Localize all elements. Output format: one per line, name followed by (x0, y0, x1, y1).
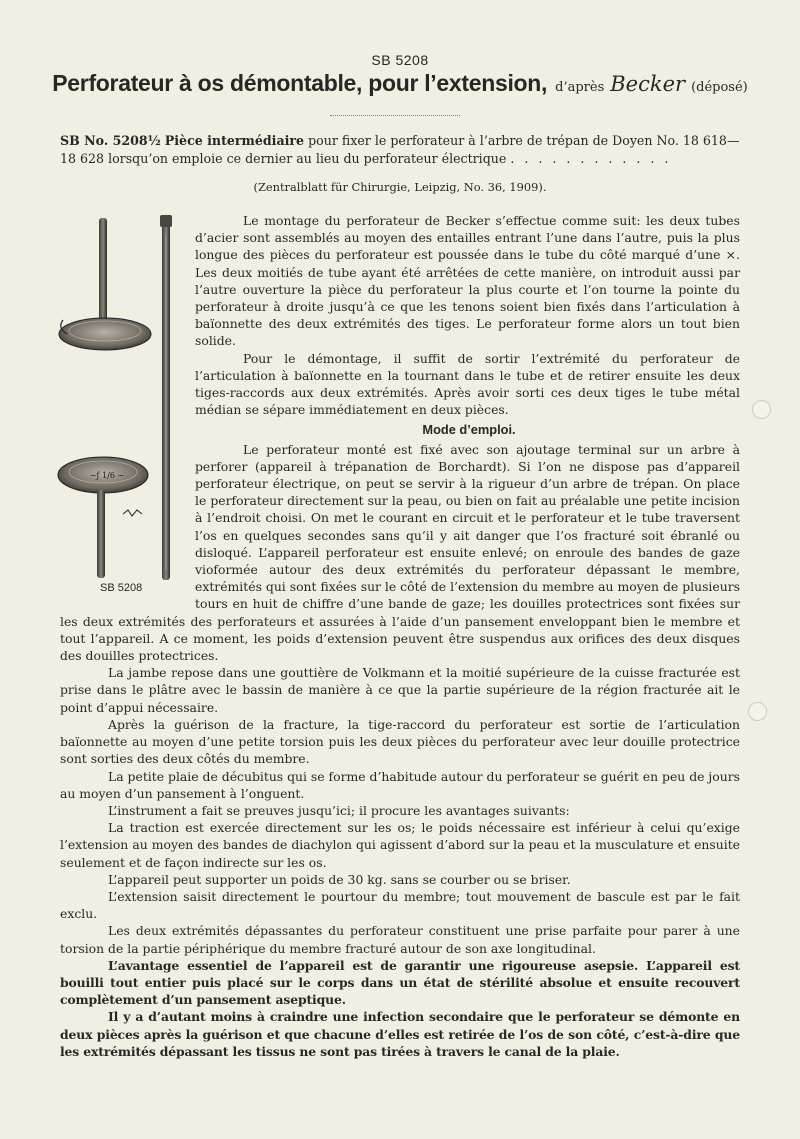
disc-engraving: ~ƒ 1/6 ~ (89, 471, 125, 480)
paragraph-infection: Il y a d’autant moins à craindre une infection secondaire que le perforateur se démonte en deux pièces après la guérison et que chacune d’elles est retirée de l’os de son côté, c’est-à-dire que les extrémités dépassant les tissus ne sont pas tirées à travers le canal de la plaie. (60, 1009, 740, 1059)
accessory-item (60, 132, 740, 168)
accessory-number: SB No. 5208½ (60, 133, 161, 148)
accessory-label: Pièce intermédiaire (164, 133, 305, 148)
body-text (60, 212, 740, 1060)
paragraph-healing: Après la guérison de la fracture, la tige-raccord du perforateur est sortie de l’articulation baïonnette au moyen d’une petite torsion puis les deux pièces du perforateur avec leur douille protectrice sont sorties des deux côtés du membre. (60, 716, 740, 767)
citation: (Zentralblatt für Chirurgie, Leipzig, No. 36, 1909). (253, 180, 547, 194)
paragraph-wound: La petite plaie de décubitus qui se forme d’habitude autour du perforateur se guérit en peu de jours au moyen d’un pansement à l’onguent. (60, 768, 740, 801)
title-rule (330, 115, 460, 116)
paragraph-asepsis: L’avantage essentiel de l’appareil est de garantir une rigoureuse asepsie. L’appareil est bouilli tout entier puis placé sur le corps dans un état de stérilité absolue et ensuite recouvert complètement d’un pansement aseptique. (60, 957, 740, 1008)
catalog-code: SB 5208 (371, 52, 429, 68)
title-main: Perforateur à os démontable, pour l’extension, (52, 70, 548, 96)
binder-hole (748, 702, 767, 721)
paragraph-torsion: Les deux extrémités dépassantes du perforateur constituent une prise parfaite pour parer à une torsion de la partie périphérique du membre fracturé autour de son axe longitudinal. (60, 923, 740, 956)
paragraph-traction: La traction est exercée directement sur les os; le poids nécessaire est inférieur à celui qu’exige l’extension au moyen des bandes de diachylon qui agissent d’abord sur la peau et la musculature et ensuite seulement et de façon indirecte sur les os. (60, 820, 740, 870)
paragraph-usage: Le perforateur monté est fixé avec son ajoutage terminal sur un arbre à perforer (appareil à trépanation de Borchardt). Si l’on ne dispose pas d’appareil perforateur électrique, on peut se servir à la rigueur d’un arbre de trépan. On place le perforateur directement sur la peau, ou bien on fait au préalable une petite incision à l’endroit choisi. On met le courant en circuit et le perforateur et le tube traversent l’os en quelques secondes sans qu’il y ait danger que l’os fracturé soit ébranlé ou disloqué. L’appareil perforateur est ensuite enlevé; on enroule des bandes de gaze vioformée autour des deux extrémités du perforateur dépassant le membre, extrémités qui sont fixées sur le côté de l’extension du membre au moyen de plusieurs tours en huit de chiffre d’une bande de gaze; les douilles protectrices sont fixées sur les deux extrémités des perforateurs et assurées à l’aide d’un pansement enveloppant bien le membre et tout l’appareil. A ce moment, les poids d’extension peuvent être suspendus aux orifices des deux disques des douilles protectrices. (60, 441, 740, 664)
paragraph-weight: L’appareil peut supporter un poids de 30 kg. sans se courber ou se briser. (108, 871, 571, 887)
binder-hole (752, 400, 771, 419)
paragraph-disassembly: Pour le démontage, il suffit de sortir l’extrémité du perforateur de l’articulation à baïonnette en la tournant dans le tube et de retirer ensuite les deux tiges-raccords aux deux extrémités. Après avoir sorti ces deux tiges le tube métal médian se sépare immédiatement en deux pièces. (195, 350, 740, 418)
figure-caption: SB 5208 (100, 582, 143, 594)
page-title (0, 70, 800, 97)
paragraph-assembly: Le montage du perforateur de Becker s’effectue comme suit: les deux tubes d’acier sont assemblés au moyen des entailles entrant l’une dans l’autre, puis la plus longue des pièces du perforateur est poussée dans le tube du côté marqué d’une ×. Les deux moitiés de tube ayant été arrêtées de cette manière, on introduit aussi par l’autre ouverture la pièce du perforateur la plus courte et l’on tourne la pointe du perforateur à droite jusqu’à ce que les tenons soient bien fixés dans l’articulation à baïonnette des deux extrémités des tiges. Le perforateur forme alors un tout bien solide. (195, 213, 740, 349)
paragraph-leg: La jambe repose dans une gouttière de Volkmann et la moitié supérieure de la cuisse fracturée est prise dans le plâtre avec le bassin de manière à ce que la partie supérieure de la région fracturée ait le point d’appui nécessaire. (60, 665, 740, 715)
accessory-description: pour fixer le perforateur à l’arbre de trépan de Doyen No. 18 618—18 628 lorsqu’on emploie ce dernier au lieu du perforateur électrique (60, 133, 740, 166)
paragraph-extension: L’extension saisit directement le pourtour du membre; tout mouvement de bascule est par le fait exclu. (60, 888, 740, 922)
accessory-leaders: . . . . . . . . . . . . (510, 151, 672, 166)
title-deposit: (déposé) (691, 80, 748, 95)
title-after: d’après (555, 80, 605, 95)
section-heading: Mode d’emploi. (422, 422, 516, 438)
title-inventor: Becker (610, 72, 686, 96)
paragraph-advantages-intro: L’instrument a fait se preuves jusqu’ici; il procure les avantages suivants: (108, 802, 570, 818)
